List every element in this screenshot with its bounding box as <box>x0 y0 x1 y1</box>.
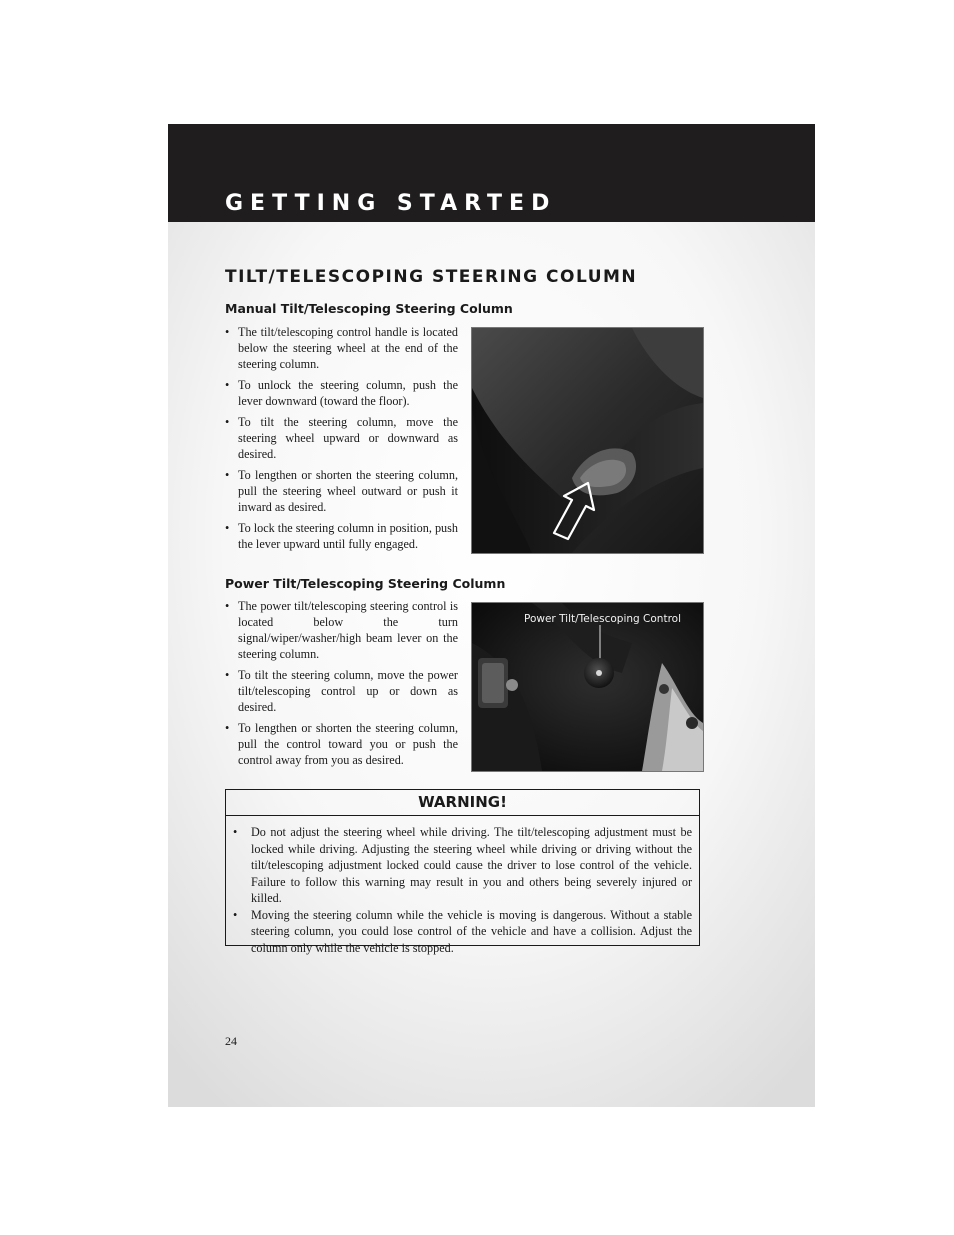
steering-column-lever-illustration <box>472 328 703 553</box>
list-item: • Do not adjust the steering wheel while driving. The tilt/telescoping adjustment must be locked while driving. Adjusting the steering wheel while driving or driving without the tilt/telescoping adjustment locked could cause the driver to lose control of the vehicle. Failure to follow this warning may result in you and others being severely injured or killed. <box>233 824 692 907</box>
manual-page <box>168 124 815 1107</box>
chapter-title: GETTING STARTED <box>225 191 557 216</box>
list-item: • To lengthen or shorten the steering column, pull the steering wheel outward or push it inward as desired. <box>225 467 458 515</box>
manual-subheading: Manual Tilt/Telescoping Steering Column <box>225 301 513 316</box>
manual-control-photo <box>471 327 704 554</box>
list-item: • The power tilt/telescoping steering control is located below the turn signal/wiper/washer/high beam lever on the steering column. <box>225 598 458 662</box>
chapter-header <box>168 124 815 222</box>
section-title: TILT/TELESCOPING STEERING COLUMN <box>225 267 638 287</box>
list-item: • To lock the steering column in position, push the lever upward until fully engaged. <box>225 520 458 552</box>
manual-bullet-list <box>225 324 458 557</box>
list-item: • To tilt the steering column, move the power tilt/telescoping control up or down as desired. <box>225 667 458 715</box>
page-number: 24 <box>225 1034 237 1048</box>
warning-title: WARNING! <box>226 790 699 816</box>
list-item: • The tilt/telescoping control handle is located below the steering wheel at the end of the steering column. <box>225 324 458 372</box>
list-item: • To tilt the steering column, move the steering wheel upward or downward as desired. <box>225 414 458 462</box>
list-item: • To lengthen or shorten the steering column, pull the control toward you or push the control away from you as desired. <box>225 720 458 768</box>
list-item: • To unlock the steering column, push the lever downward (toward the floor). <box>225 377 458 409</box>
power-bullet-list <box>225 598 458 773</box>
warning-box <box>225 789 700 955</box>
power-control-illustration <box>472 603 703 771</box>
power-subheading: Power Tilt/Telescoping Steering Column <box>225 576 506 591</box>
list-item: • Moving the steering column while the vehicle is moving is dangerous. Without a stable steering column, you could lose control of the vehicle and have a collision. Adjust the column only while the vehicle is stopped. <box>233 907 692 957</box>
power-control-photo <box>471 602 704 772</box>
warning-bullet-list <box>226 824 699 956</box>
photo-caption: Power Tilt/Telescoping Control <box>524 613 681 625</box>
